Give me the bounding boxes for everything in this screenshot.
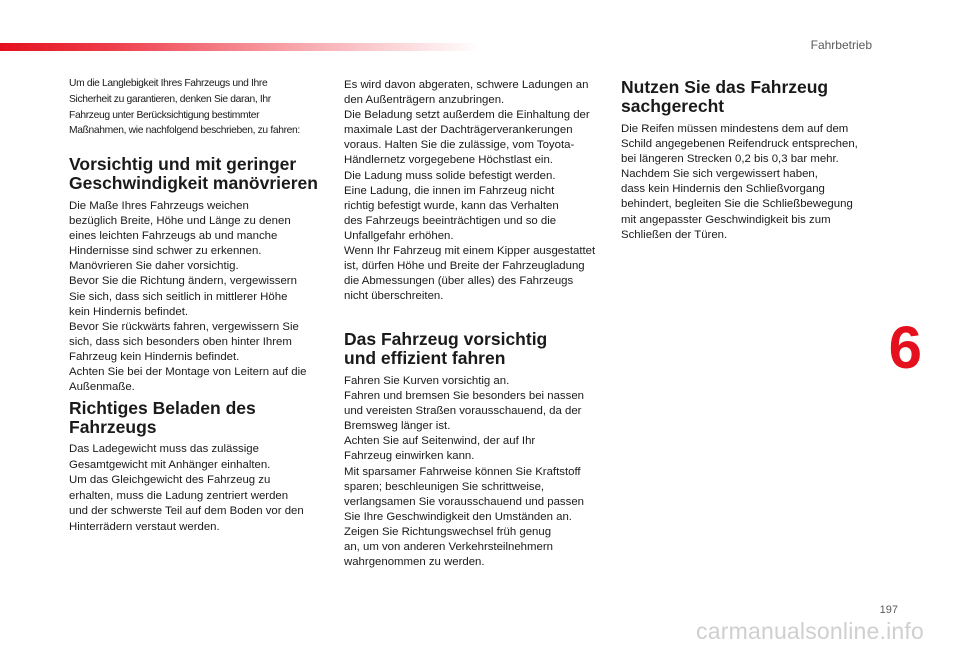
text-line: kein Hindernis befindet. xyxy=(69,305,189,318)
heading-proper-use xyxy=(621,78,883,116)
intro-paragraph xyxy=(69,76,329,139)
chapter-number: 6 xyxy=(888,314,922,381)
text-line: erhalten, muss die Ladung zentriert werden xyxy=(69,489,289,502)
text-line: Achten Sie bei der Montage von Leitern auf die xyxy=(69,366,307,379)
text-line: Sie sich, dass sich seitlich in mittlerer Höhe xyxy=(69,290,288,303)
text-line: bei längeren Strecken 0,2 bis 0,3 bar mehr. xyxy=(621,153,839,166)
text-line: den Außenträgern anzubringen. xyxy=(344,94,505,107)
text-line: Außenmaße. xyxy=(69,381,135,394)
text-line: Manövrieren Sie daher vorsichtig. xyxy=(69,260,239,273)
text-line: Die Reifen müssen mindestens dem auf dem xyxy=(621,123,849,135)
text-line: Nachdem Sie sich vergewissert haben, xyxy=(621,168,818,181)
header-accent-bar xyxy=(0,43,480,51)
text-line: Maßnahmen, wie nachfolgend beschrieben, zu fahren: xyxy=(69,125,300,137)
text-line: Sie Ihre Geschwindigkeit den Umständen an. xyxy=(344,510,572,523)
section-title: Fahrbetrieb xyxy=(810,38,872,52)
heading-line: Das Fahrzeug vorsichtig xyxy=(344,329,548,349)
paragraph-load-details xyxy=(344,78,606,304)
text-line: Schild angegebenen Reifendruck entsprechen, xyxy=(621,138,858,151)
text-line: verlangsamen Sie vorausschauend und passen xyxy=(344,495,584,508)
text-line: maximale Last der Dachträgerverankerungen xyxy=(344,124,573,137)
text-line: des Fahrzeugs beeinträchtigen und so die xyxy=(344,214,557,227)
text-line: Bevor Sie rückwärts fahren, vergewissern Sie xyxy=(69,320,299,333)
text-line: Es wird davon abgeraten, schwere Ladungen an xyxy=(344,79,589,91)
paragraph-efficient-driving xyxy=(344,374,606,570)
text-line: Bremsweg länger ist. xyxy=(344,420,451,433)
text-line: bezüglich Breite, Höhe und Länge zu denen xyxy=(69,215,291,228)
text-line: Hinterrädern verstaut werden. xyxy=(69,520,220,533)
page-number: 197 xyxy=(879,604,898,616)
heading-line: Geschwindigkeit manövrieren xyxy=(69,173,318,193)
heading-line: Vorsichtig und mit geringer xyxy=(69,154,297,174)
text-line: wahrgenommen zu werden. xyxy=(344,556,485,569)
paragraph-maneuvering xyxy=(69,199,329,395)
text-line: Sicherheit zu garantieren, denken Sie daran, Ihr xyxy=(69,93,271,105)
text-line: Gesamtgewicht mit Anhänger einhalten. xyxy=(69,458,271,471)
text-line: Die Maße Ihres Fahrzeugs weichen xyxy=(69,200,249,212)
text-line: die Abmessungen (über alles) des Fahrzeugs xyxy=(344,275,574,288)
text-line: Fahren und bremsen Sie besonders bei nassen xyxy=(344,390,584,403)
text-line: behindert, begleiten Sie die Schließbewegung xyxy=(621,198,853,211)
heading-maneuvering xyxy=(69,155,339,193)
text-line: Die Beladung setzt außerdem die Einhaltung der xyxy=(344,109,590,122)
text-line: Händlernetz vorgegebene Höchstlast ein. xyxy=(344,154,553,167)
text-line: Fahrzeug einwirken kann. xyxy=(344,450,475,463)
text-line: Wenn Ihr Fahrzeug mit einem Kipper ausgestattet xyxy=(344,245,596,258)
heading-efficient-driving xyxy=(344,330,606,368)
text-line: Um die Langlebigkeit Ihres Fahrzeugs und Ihre xyxy=(69,78,268,89)
heading-loading xyxy=(69,399,339,437)
text-line: Die Ladung muss solide befestigt werden. xyxy=(344,169,556,182)
text-line: und vereisten Straßen vorausschauend, da der xyxy=(344,405,582,418)
text-line: Fahren Sie Kurven vorsichtig an. xyxy=(344,375,510,387)
heading-line: Richtiges Beladen des xyxy=(69,398,256,418)
text-line: an, um von anderen Verkehrsteilnehmern xyxy=(344,541,553,554)
text-line: mit angepasster Geschwindigkeit bis zum xyxy=(621,213,831,226)
heading-line: sachgerecht xyxy=(621,96,725,116)
text-line: voraus. Halten Sie die zulässige, vom Toyota- xyxy=(344,139,575,152)
text-line: dass kein Hindernis den Schließvorgang xyxy=(621,183,825,196)
text-line: Schließen der Türen. xyxy=(621,228,728,241)
paragraph-proper-use xyxy=(621,122,883,243)
text-line: nicht überschreiten. xyxy=(344,290,444,303)
text-line: Eine Ladung, die innen im Fahrzeug nicht xyxy=(344,184,555,197)
paragraph-loading xyxy=(69,442,329,536)
text-line: Unfallgefahr erhöhen. xyxy=(344,229,454,242)
text-line: Zeigen Sie Richtungswechsel früh genug xyxy=(344,525,552,538)
watermark: carmanualsonline.info xyxy=(696,618,924,644)
text-line: Das Ladegewicht muss das zulässige xyxy=(69,443,259,455)
text-line: sich, dass sich besonders oben hinter Ihrem xyxy=(69,335,292,348)
text-line: Bevor Sie die Richtung ändern, vergewissern xyxy=(69,275,297,288)
text-line: eines leichten Fahrzeugs ab und manche xyxy=(69,230,278,243)
text-line: ist, dürfen Höhe und Breite der Fahrzeugladung xyxy=(344,260,585,273)
text-line: Achten Sie auf Seitenwind, der auf Ihr xyxy=(344,435,536,448)
text-line: sparen; beschleunigen Sie schrittweise, xyxy=(344,480,545,493)
text-line: Fahrzeug unter Berücksichtigung bestimmter xyxy=(69,109,260,121)
heading-line: Nutzen Sie das Fahrzeug xyxy=(621,77,829,97)
text-line: Hindernisse sind schwer zu erkennen. xyxy=(69,245,262,258)
text-line: Um das Gleichgewicht des Fahrzeug zu xyxy=(69,474,271,487)
heading-line: und effizient fahren xyxy=(344,348,506,368)
text-line: richtig befestigt wurde, kann das Verhalten xyxy=(344,199,559,212)
text-line: und der schwerste Teil auf dem Boden vor den xyxy=(69,505,304,518)
heading-line: Fahrzeugs xyxy=(69,417,157,437)
text-line: Fahrzeug kein Hindernis befindet. xyxy=(69,350,240,363)
text-line: Mit sparsamer Fahrweise können Sie Kraftstoff xyxy=(344,465,581,478)
